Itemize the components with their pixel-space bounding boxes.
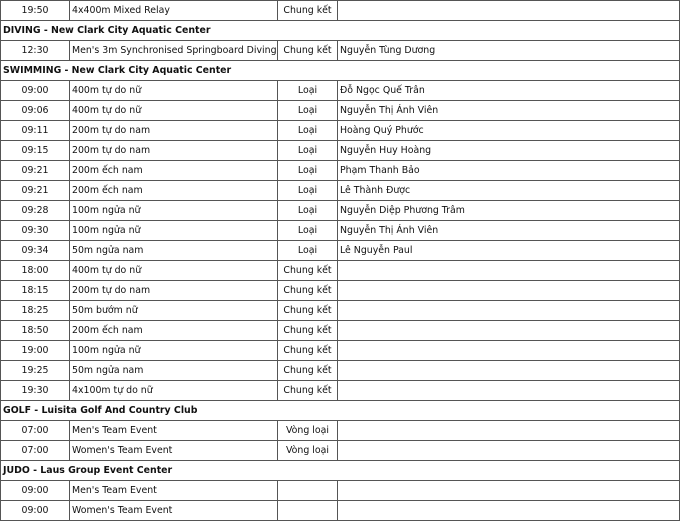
section-title: GOLF - Luisita Golf And Country Club — [1, 401, 680, 421]
round-cell: Chung kết — [278, 321, 338, 341]
athlete-cell — [338, 261, 680, 281]
section-title: SWIMMING - New Clark City Aquatic Center — [1, 61, 680, 81]
time-cell: 12:30 — [1, 41, 70, 61]
table-row — [1, 261, 680, 281]
table-row — [1, 201, 680, 221]
round-cell: Chung kết — [278, 361, 338, 381]
athlete-cell: Lê Nguyễn Paul — [338, 241, 680, 261]
athlete-cell: Nguyễn Thị Ánh Viên — [338, 221, 680, 241]
athlete-cell — [338, 1, 680, 21]
time-cell: 18:00 — [1, 261, 70, 281]
round-cell: Loại — [278, 161, 338, 181]
athlete-cell — [338, 481, 680, 501]
event-cell: Women's Team Event — [70, 441, 278, 461]
event-cell: 200m ếch nam — [70, 181, 278, 201]
athlete-cell — [338, 421, 680, 441]
event-cell: 50m ngửa nam — [70, 361, 278, 381]
table-row — [1, 321, 680, 341]
table-row — [1, 301, 680, 321]
round-cell — [278, 481, 338, 501]
athlete-cell — [338, 361, 680, 381]
athlete-cell — [338, 501, 680, 521]
time-cell: 09:34 — [1, 241, 70, 261]
table-row — [1, 381, 680, 401]
table-row — [1, 501, 680, 521]
athlete-cell: Nguyễn Huy Hoàng — [338, 141, 680, 161]
table-row — [1, 141, 680, 161]
table-row — [1, 221, 680, 241]
event-cell: Men's Team Event — [70, 481, 278, 501]
table-row — [1, 121, 680, 141]
round-cell: Chung kết — [278, 41, 338, 61]
time-cell: 19:30 — [1, 381, 70, 401]
section-title: DIVING - New Clark City Aquatic Center — [1, 21, 680, 41]
time-cell: 19:50 — [1, 1, 70, 21]
table-row — [1, 241, 680, 261]
round-cell: Loại — [278, 141, 338, 161]
event-cell: 200m tự do nam — [70, 281, 278, 301]
event-cell: 200m tự do nam — [70, 121, 278, 141]
event-cell: 400m tự do nữ — [70, 81, 278, 101]
time-cell: 07:00 — [1, 441, 70, 461]
athlete-cell — [338, 341, 680, 361]
athlete-cell — [338, 381, 680, 401]
event-cell: 50m ngửa nam — [70, 241, 278, 261]
round-cell: Chung kết — [278, 301, 338, 321]
event-cell: 200m ếch nam — [70, 321, 278, 341]
athlete-cell: Nguyễn Diệp Phương Trâm — [338, 201, 680, 221]
athlete-cell — [338, 301, 680, 321]
event-cell: 4x400m Mixed Relay — [70, 1, 278, 21]
time-cell: 18:15 — [1, 281, 70, 301]
table-row — [1, 101, 680, 121]
athlete-cell — [338, 441, 680, 461]
table-row — [1, 181, 680, 201]
event-cell: 400m tự do nữ — [70, 101, 278, 121]
time-cell: 19:00 — [1, 341, 70, 361]
section-header-row — [1, 401, 680, 421]
table-row — [1, 441, 680, 461]
table-row — [1, 281, 680, 301]
table-row — [1, 341, 680, 361]
section-header-row — [1, 61, 680, 81]
athlete-cell: Lê Thành Được — [338, 181, 680, 201]
event-cell: Men's Team Event — [70, 421, 278, 441]
table-row — [1, 41, 680, 61]
table-row — [1, 161, 680, 181]
time-cell: 09:15 — [1, 141, 70, 161]
round-cell: Loại — [278, 81, 338, 101]
event-cell: 50m bướm nữ — [70, 301, 278, 321]
time-cell: 09:30 — [1, 221, 70, 241]
round-cell: Chung kết — [278, 341, 338, 361]
round-cell: Chung kết — [278, 281, 338, 301]
time-cell: 09:21 — [1, 181, 70, 201]
round-cell: Loại — [278, 101, 338, 121]
athlete-cell — [338, 321, 680, 341]
section-header-row — [1, 461, 680, 481]
schedule-body — [1, 1, 680, 521]
time-cell: 19:25 — [1, 361, 70, 381]
time-cell: 18:25 — [1, 301, 70, 321]
time-cell: 09:21 — [1, 161, 70, 181]
round-cell: Vòng loại — [278, 421, 338, 441]
round-cell: Loại — [278, 121, 338, 141]
time-cell: 09:00 — [1, 501, 70, 521]
table-row — [1, 81, 680, 101]
athlete-cell — [338, 281, 680, 301]
table-row — [1, 421, 680, 441]
round-cell: Vòng loại — [278, 441, 338, 461]
event-cell: Women's Team Event — [70, 501, 278, 521]
round-cell: Loại — [278, 201, 338, 221]
round-cell: Loại — [278, 241, 338, 261]
round-cell: Chung kết — [278, 261, 338, 281]
time-cell: 09:00 — [1, 81, 70, 101]
time-cell: 09:06 — [1, 101, 70, 121]
round-cell: Loại — [278, 181, 338, 201]
table-row — [1, 361, 680, 381]
round-cell: Chung kết — [278, 1, 338, 21]
athlete-cell: Nguyễn Tùng Dương — [338, 41, 680, 61]
event-cell: Men's 3m Synchronised Springboard Diving — [70, 41, 278, 61]
table-row — [1, 481, 680, 501]
event-cell: 400m tự do nữ — [70, 261, 278, 281]
table-row — [1, 1, 680, 21]
event-cell: 200m tự do nam — [70, 141, 278, 161]
time-cell: 07:00 — [1, 421, 70, 441]
event-cell: 200m ếch nam — [70, 161, 278, 181]
section-header-row — [1, 21, 680, 41]
event-cell: 4x100m tự do nữ — [70, 381, 278, 401]
time-cell: 09:11 — [1, 121, 70, 141]
athlete-cell: Nguyễn Thị Ánh Viên — [338, 101, 680, 121]
athlete-cell: Hoàng Quý Phước — [338, 121, 680, 141]
event-cell: 100m ngửa nữ — [70, 221, 278, 241]
athlete-cell: Đỗ Ngọc Quế Trân — [338, 81, 680, 101]
event-cell: 100m ngửa nữ — [70, 341, 278, 361]
round-cell: Chung kết — [278, 381, 338, 401]
time-cell: 09:28 — [1, 201, 70, 221]
section-title: JUDO - Laus Group Event Center — [1, 461, 680, 481]
event-cell: 100m ngửa nữ — [70, 201, 278, 221]
athlete-cell: Phạm Thanh Bảo — [338, 161, 680, 181]
round-cell: Loại — [278, 221, 338, 241]
round-cell — [278, 501, 338, 521]
time-cell: 18:50 — [1, 321, 70, 341]
time-cell: 09:00 — [1, 481, 70, 501]
